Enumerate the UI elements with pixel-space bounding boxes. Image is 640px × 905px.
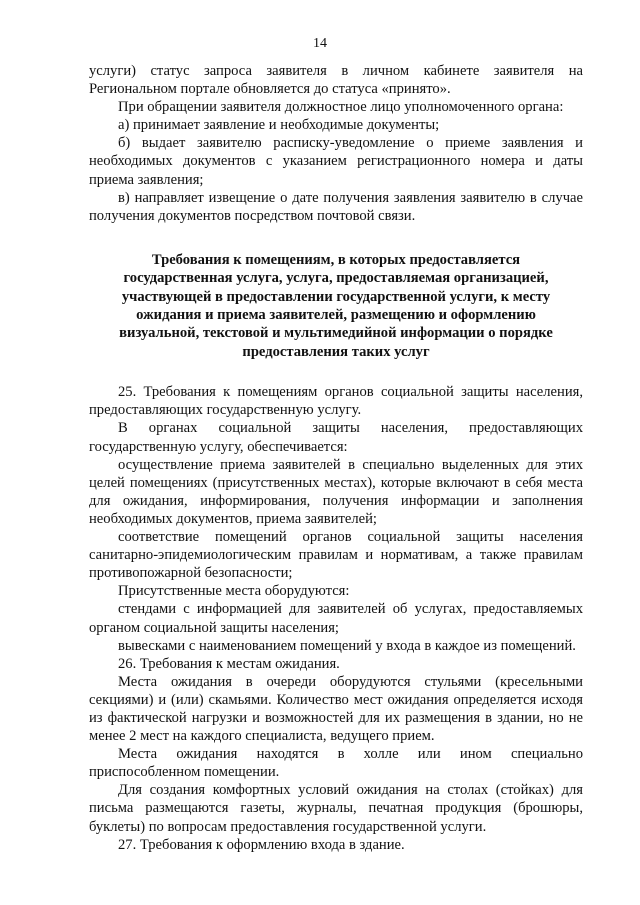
paragraph: 25. Требования к помещениям органов социальной защиты населения, предоставляющих государственную услугу. [89, 384, 583, 419]
paragraph: а) принимает заявление и необходимые документы; [118, 117, 440, 134]
paragraph: Места ожидания в очереди оборудуются стульями (кресельными секциями) и (или) скамьями. Количество мест ожидания определяется исходя из фактической нагрузки и возможностей для их размещения в здании, но не менее 2 мест на каждого специалиста, ведущего прием. [89, 673, 583, 745]
page-number: 14 [313, 36, 327, 51]
paragraph: стендами с информацией для заявителей об услугах, предоставляемых органом социальной защиты населения; [89, 601, 583, 636]
paragraph: Для создания комфортных условий ожидания на столах (стойках) для письма размещаются газеты, журналы, печатная продукция (брошюры, буклеты) по вопросам предоставления государственной услуги. [89, 782, 583, 835]
paragraph: В органах социальной защиты населения, предоставляющих государственную услугу, обеспечивается: [89, 420, 583, 455]
paragraph: б) выдает заявителю расписку-уведомление о приеме заявления и необходимых документов с указанием регистрационного номера и даты приема заявления; [89, 135, 583, 188]
paragraph: При обращении заявителя должностное лицо уполномоченного органа: [118, 99, 564, 116]
paragraph: 26. Требования к местам ожидания. [118, 655, 340, 672]
section-heading: Требования к помещениям, в которых предоставляется государственная услуга, услуга, предоставляемая организацией, участвующей в предоставлении государственной услуги, к месту ожидания и приема заявителей, размещению и оформлению визуальной, текстовой и мультимедийной информации о порядке предоставления таких услуг [119, 251, 553, 360]
paragraph: услуги) статус запроса заявителя в личном кабинете заявителя на Региональном портале обновляется до статуса «принято». [89, 63, 583, 98]
paragraph: в) направляет извещение о дате получения заявления заявителю в случае получения документов посредством почтовой связи. [89, 189, 583, 224]
paragraph: вывесками с наименованием помещений у входа в каждое из помещений. [118, 637, 576, 654]
paragraph: соответствие помещений органов социальной защиты населения санитарно-эпидемиологическим правилам и нормативам, а также правилам противопожарной безопасности; [89, 529, 583, 582]
paragraph: Присутственные места оборудуются: [118, 583, 350, 600]
paragraph: Места ожидания находятся в холле или ином специально приспособленном помещении. [89, 746, 583, 781]
paragraph: осуществление приема заявителей в специально выделенных для этих целей помещениях (присутственных местах), которые включают в себя места для ожидания, информирования, получения информации и заполнения необходимых документов, приема заявителей; [89, 456, 583, 527]
paragraph: 27. Требования к оформлению входа в здание. [118, 836, 405, 853]
document-body [89, 62, 583, 854]
